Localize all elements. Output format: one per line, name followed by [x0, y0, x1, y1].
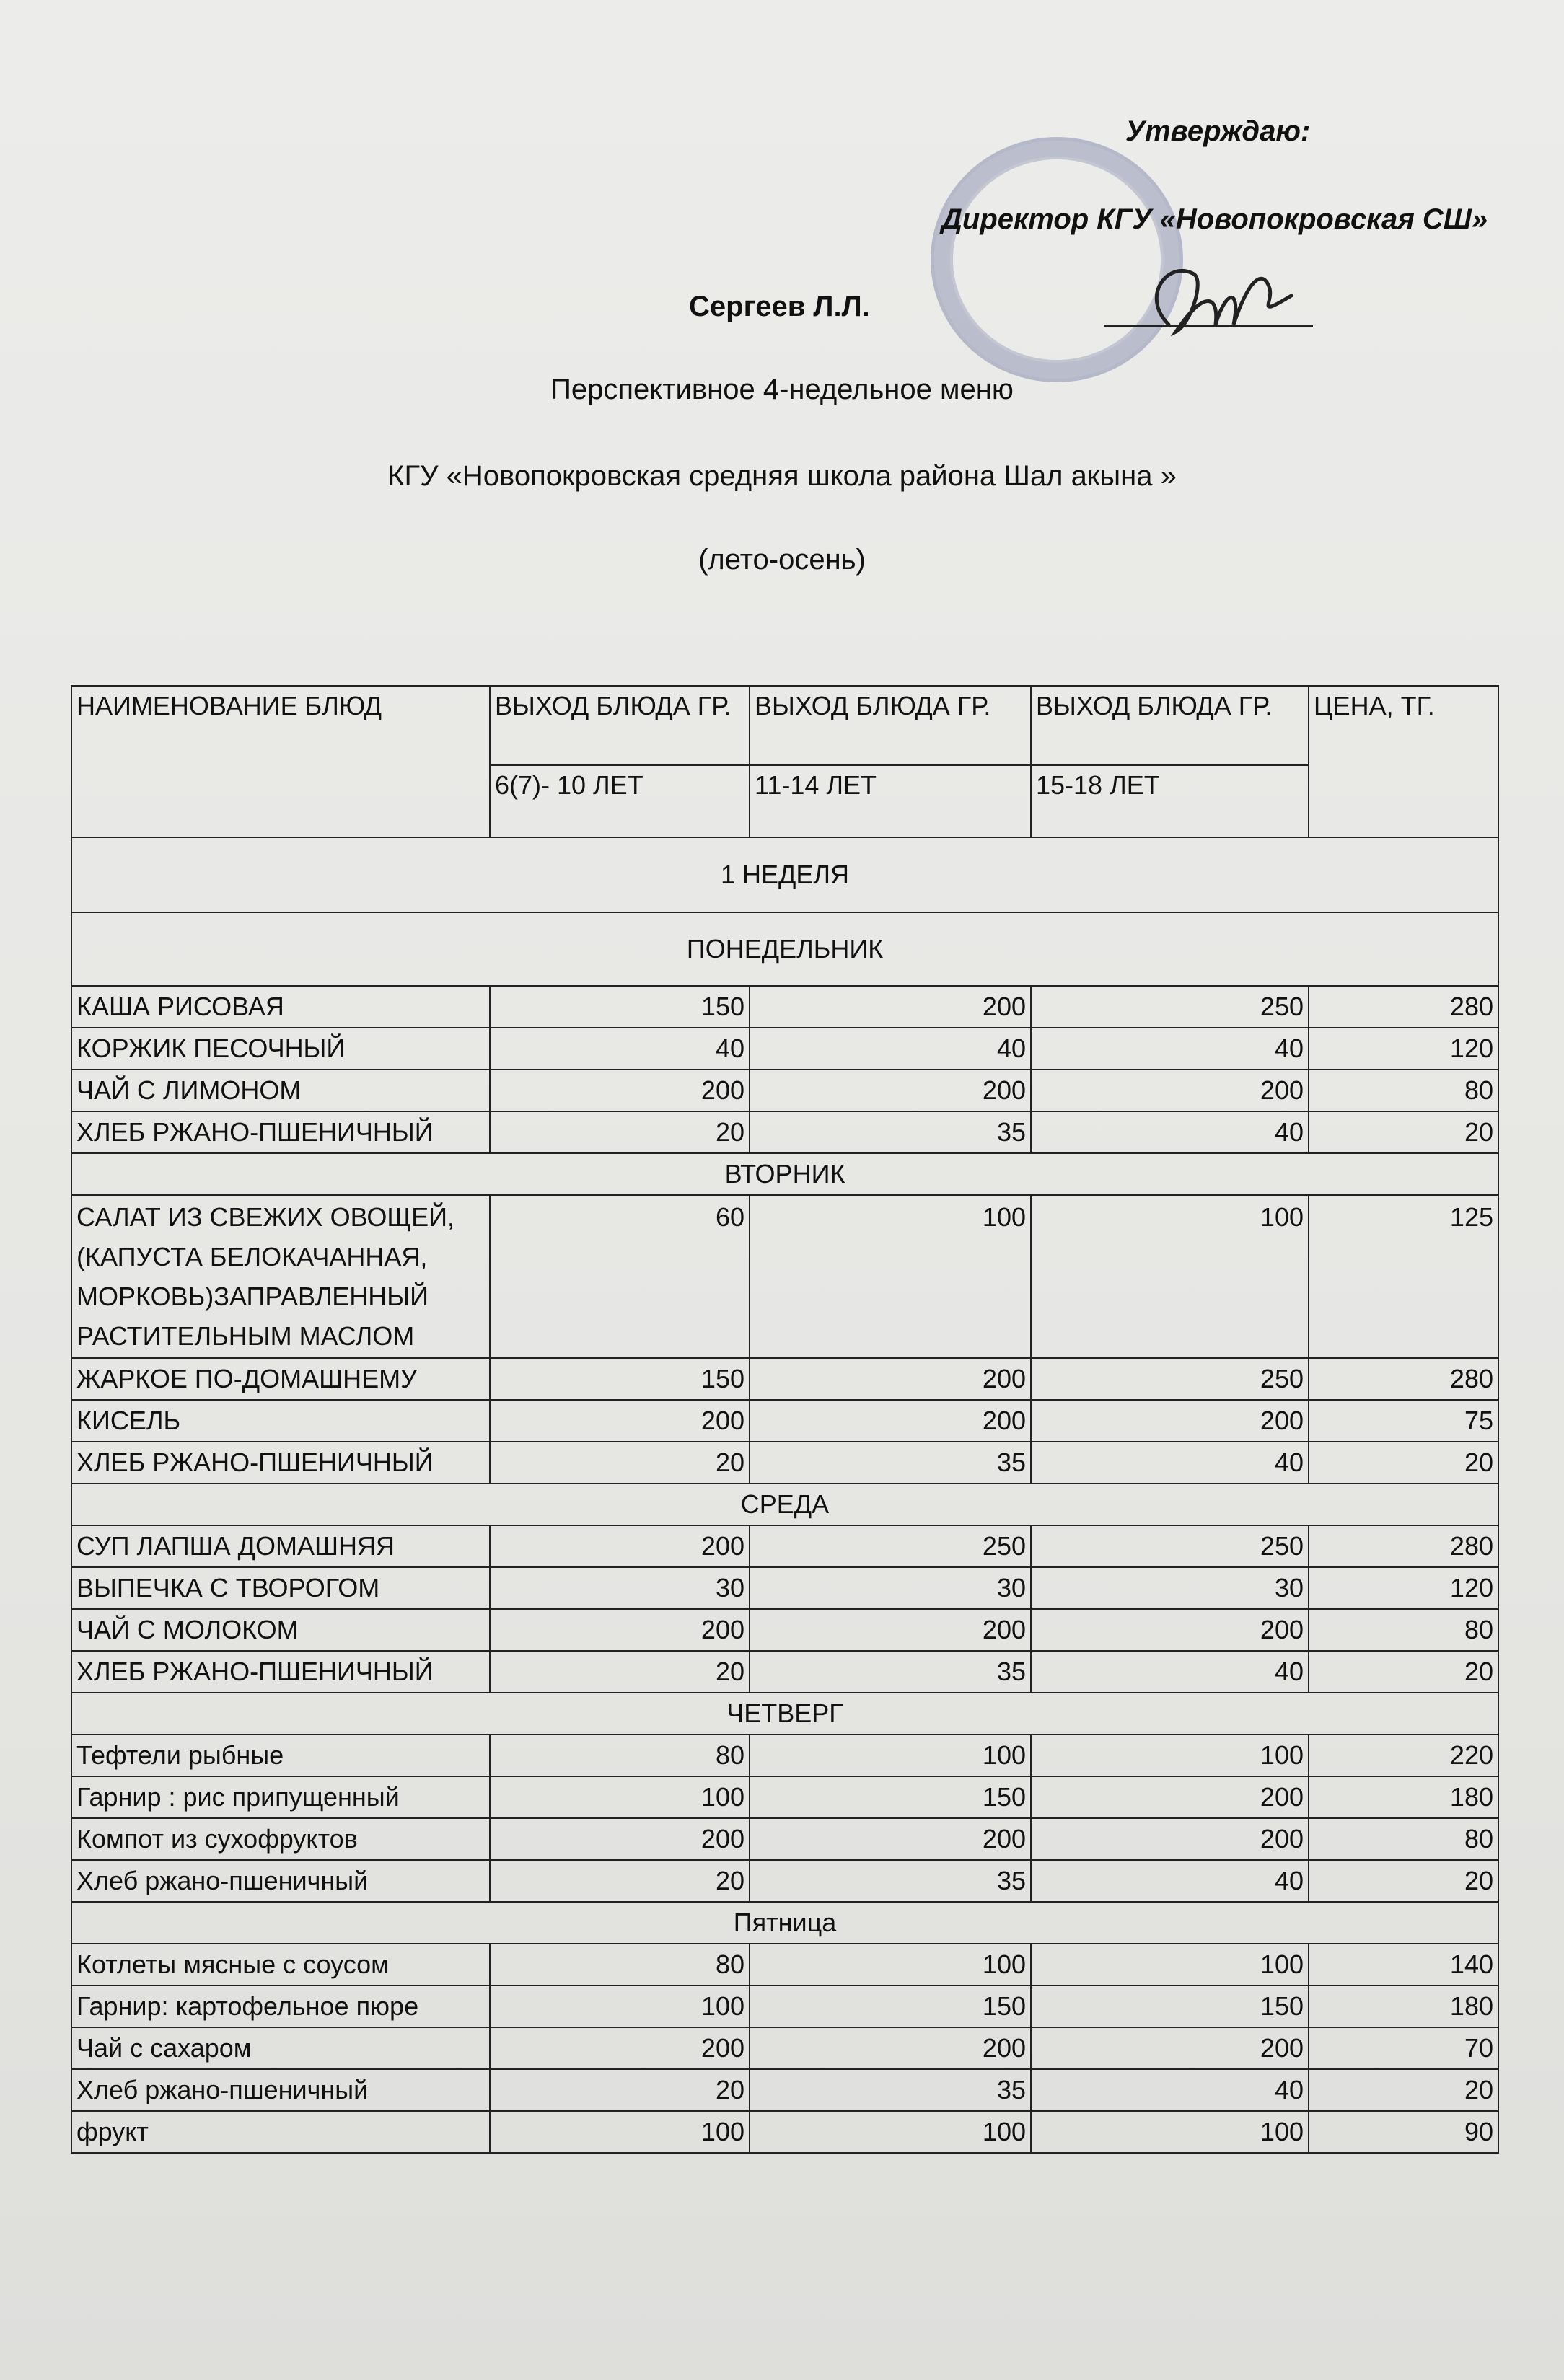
header-portion-2: ВЫХОД БЛЮДА ГР.	[750, 686, 1031, 765]
table-row	[71, 1400, 1498, 1442]
table-row	[71, 1776, 1498, 1818]
table-row	[71, 1609, 1498, 1651]
header-age-3: 15-18 ЛЕТ	[1031, 765, 1309, 837]
portion-11-14: 100	[750, 1195, 1031, 1358]
day-heading: ПОНЕДЕЛЬНИК	[71, 912, 1498, 986]
dish-name: КАША РИСОВАЯ	[71, 986, 490, 1028]
price: 80	[1309, 1818, 1498, 1860]
header-age-1: 6(7)- 10 ЛЕТ	[490, 765, 750, 837]
portion-15-18: 200	[1031, 1070, 1309, 1111]
day-heading: ВТОРНИК	[71, 1153, 1498, 1195]
header-portion-3: ВЫХОД БЛЮДА ГР.	[1031, 686, 1309, 765]
dish-name: САЛАТ ИЗ СВЕЖИХ ОВОЩЕЙ, (КАПУСТА БЕЛОКАЧАННАЯ, МОРКОВЬ)ЗАПРАВЛЕННЫЙ РАСТИТЕЛЬНЫМ МАСЛОМ	[71, 1195, 490, 1358]
price: 80	[1309, 1609, 1498, 1651]
dish-name: Чай с сахаром	[71, 2027, 490, 2069]
portion-15-18: 250	[1031, 1358, 1309, 1400]
table-row	[71, 1567, 1498, 1609]
table-row	[71, 1818, 1498, 1860]
price: 180	[1309, 1776, 1498, 1818]
table-row	[71, 1860, 1498, 1902]
portion-6-10: 200	[490, 1525, 750, 1567]
portion-6-10: 200	[490, 1400, 750, 1442]
header-portion-1: ВЫХОД БЛЮДА ГР.	[490, 686, 750, 765]
dish-name: фрукт	[71, 2111, 490, 2153]
day-heading: Пятница	[71, 1902, 1498, 1944]
school-name: КГУ «Новопокровская средняя школа района Шал акына »	[387, 460, 1177, 492]
price: 220	[1309, 1735, 1498, 1776]
dish-name: ХЛЕБ РЖАНО-ПШЕНИЧНЫЙ	[71, 1651, 490, 1693]
price: 90	[1309, 2111, 1498, 2153]
dish-name: Гарнир : рис припущенный	[71, 1776, 490, 1818]
portion-6-10: 40	[490, 1028, 750, 1070]
price: 280	[1309, 986, 1498, 1028]
portion-6-10: 200	[490, 1818, 750, 1860]
portion-11-14: 100	[750, 1944, 1031, 1985]
portion-6-10: 80	[490, 1735, 750, 1776]
dish-name: КИСЕЛЬ	[71, 1400, 490, 1442]
week-heading: 1 НЕДЕЛЯ	[71, 837, 1498, 912]
price: 20	[1309, 1860, 1498, 1902]
portion-15-18: 40	[1031, 1651, 1309, 1693]
portion-11-14: 200	[750, 2027, 1031, 2069]
portion-15-18: 40	[1031, 1442, 1309, 1484]
dish-name: Тефтели рыбные	[71, 1735, 490, 1776]
portion-15-18: 100	[1031, 1195, 1309, 1358]
portion-15-18: 100	[1031, 1735, 1309, 1776]
portion-11-14: 150	[750, 1985, 1031, 2027]
season-label: (лето-осень)	[698, 544, 866, 576]
dish-name: ХЛЕБ РЖАНО-ПШЕНИЧНЫЙ	[71, 1111, 490, 1153]
dish-name: Хлеб ржано-пшеничный	[71, 2069, 490, 2111]
portion-15-18: 250	[1031, 1525, 1309, 1567]
portion-6-10: 150	[490, 986, 750, 1028]
portion-6-10: 20	[490, 1860, 750, 1902]
portion-11-14: 35	[750, 2069, 1031, 2111]
portion-15-18: 200	[1031, 1609, 1309, 1651]
portion-11-14: 200	[750, 1400, 1031, 1442]
dish-name: ХЛЕБ РЖАНО-ПШЕНИЧНЫЙ	[71, 1442, 490, 1484]
portion-6-10: 60	[490, 1195, 750, 1358]
price: 75	[1309, 1400, 1498, 1442]
portion-6-10: 30	[490, 1567, 750, 1609]
dish-name: ЧАЙ С МОЛОКОМ	[71, 1609, 490, 1651]
price: 20	[1309, 1442, 1498, 1484]
portion-11-14: 200	[750, 1818, 1031, 1860]
portion-11-14: 35	[750, 1860, 1031, 1902]
portion-11-14: 250	[750, 1525, 1031, 1567]
portion-6-10: 100	[490, 1776, 750, 1818]
portion-15-18: 150	[1031, 1985, 1309, 2027]
dish-name: Компот из сухофруктов	[71, 1818, 490, 1860]
dish-name: ВЫПЕЧКА С ТВОРОГОМ	[71, 1567, 490, 1609]
dish-name: Хлеб ржано-пшеничный	[71, 1860, 490, 1902]
day-heading: ЧЕТВЕРГ	[71, 1693, 1498, 1735]
portion-6-10: 100	[490, 1985, 750, 2027]
table-row	[71, 1358, 1498, 1400]
table-row	[71, 2111, 1498, 2153]
table-row	[71, 2069, 1498, 2111]
header-dish-name: НАИМЕНОВАНИЕ БЛЮД	[71, 686, 490, 837]
approval-director: Директор КГУ «Новопокровская СШ»	[941, 203, 1488, 235]
table-row	[71, 1442, 1498, 1484]
portion-11-14: 200	[750, 1609, 1031, 1651]
dish-name: КОРЖИК ПЕСОЧНЫЙ	[71, 1028, 490, 1070]
table-row	[71, 1028, 1498, 1070]
table-row	[71, 1195, 1498, 1358]
portion-6-10: 200	[490, 2027, 750, 2069]
portion-11-14: 35	[750, 1651, 1031, 1693]
portion-11-14: 100	[750, 1735, 1031, 1776]
portion-15-18: 200	[1031, 1818, 1309, 1860]
table-row	[71, 1111, 1498, 1153]
price: 80	[1309, 1070, 1498, 1111]
table-row	[71, 986, 1498, 1028]
dish-name: ЧАЙ С ЛИМОНОМ	[71, 1070, 490, 1111]
price: 20	[1309, 1651, 1498, 1693]
price: 70	[1309, 2027, 1498, 2069]
menu-table	[71, 685, 1499, 2154]
portion-11-14: 200	[750, 1070, 1031, 1111]
portion-11-14: 35	[750, 1111, 1031, 1153]
document-title: Перспективное 4-недельное меню	[550, 374, 1014, 405]
portion-6-10: 20	[490, 1442, 750, 1484]
header-price: ЦЕНА, ТГ.	[1309, 686, 1498, 837]
portion-15-18: 40	[1031, 2069, 1309, 2111]
portion-6-10: 200	[490, 1609, 750, 1651]
price: 140	[1309, 1944, 1498, 1985]
dish-name: ЖАРКОЕ ПО-ДОМАШНЕМУ	[71, 1358, 490, 1400]
portion-11-14: 35	[750, 1442, 1031, 1484]
portion-15-18: 200	[1031, 2027, 1309, 2069]
signature-icon	[1125, 245, 1313, 361]
dish-name: Котлеты мясные с соусом	[71, 1944, 490, 1985]
portion-11-14: 150	[750, 1776, 1031, 1818]
header-age-2: 11-14 ЛЕТ	[750, 765, 1031, 837]
portion-15-18: 100	[1031, 2111, 1309, 2153]
portion-15-18: 100	[1031, 1944, 1309, 1985]
portion-11-14: 40	[750, 1028, 1031, 1070]
portion-15-18: 200	[1031, 1776, 1309, 1818]
portion-11-14: 30	[750, 1567, 1031, 1609]
portion-15-18: 40	[1031, 1028, 1309, 1070]
day-heading: СРЕДА	[71, 1484, 1498, 1525]
portion-11-14: 100	[750, 2111, 1031, 2153]
price: 125	[1309, 1195, 1498, 1358]
approval-name: Сергеев Л.Л.	[689, 291, 870, 322]
approval-label: Утверждаю:	[1125, 115, 1311, 147]
table-row	[71, 1070, 1498, 1111]
portion-6-10: 150	[490, 1358, 750, 1400]
price: 20	[1309, 1111, 1498, 1153]
portion-15-18: 200	[1031, 1400, 1309, 1442]
table-row	[71, 1525, 1498, 1567]
portion-6-10: 20	[490, 1111, 750, 1153]
price: 280	[1309, 1358, 1498, 1400]
table-row	[71, 1944, 1498, 1985]
dish-name: Гарнир: картофельное пюре	[71, 1985, 490, 2027]
table-row	[71, 1651, 1498, 1693]
portion-11-14: 200	[750, 1358, 1031, 1400]
portion-6-10: 80	[490, 1944, 750, 1985]
signature-line	[1104, 325, 1313, 327]
table-row	[71, 1735, 1498, 1776]
portion-15-18: 40	[1031, 1111, 1309, 1153]
portion-6-10: 100	[490, 2111, 750, 2153]
price: 20	[1309, 2069, 1498, 2111]
price: 180	[1309, 1985, 1498, 2027]
price: 120	[1309, 1567, 1498, 1609]
portion-15-18: 250	[1031, 986, 1309, 1028]
portion-6-10: 20	[490, 2069, 750, 2111]
price: 120	[1309, 1028, 1498, 1070]
table-row	[71, 2027, 1498, 2069]
table-row	[71, 1985, 1498, 2027]
portion-11-14: 200	[750, 986, 1031, 1028]
dish-name: СУП ЛАПША ДОМАШНЯЯ	[71, 1525, 490, 1567]
portion-6-10: 200	[490, 1070, 750, 1111]
portion-6-10: 20	[490, 1651, 750, 1693]
portion-15-18: 40	[1031, 1860, 1309, 1902]
price: 280	[1309, 1525, 1498, 1567]
portion-15-18: 30	[1031, 1567, 1309, 1609]
